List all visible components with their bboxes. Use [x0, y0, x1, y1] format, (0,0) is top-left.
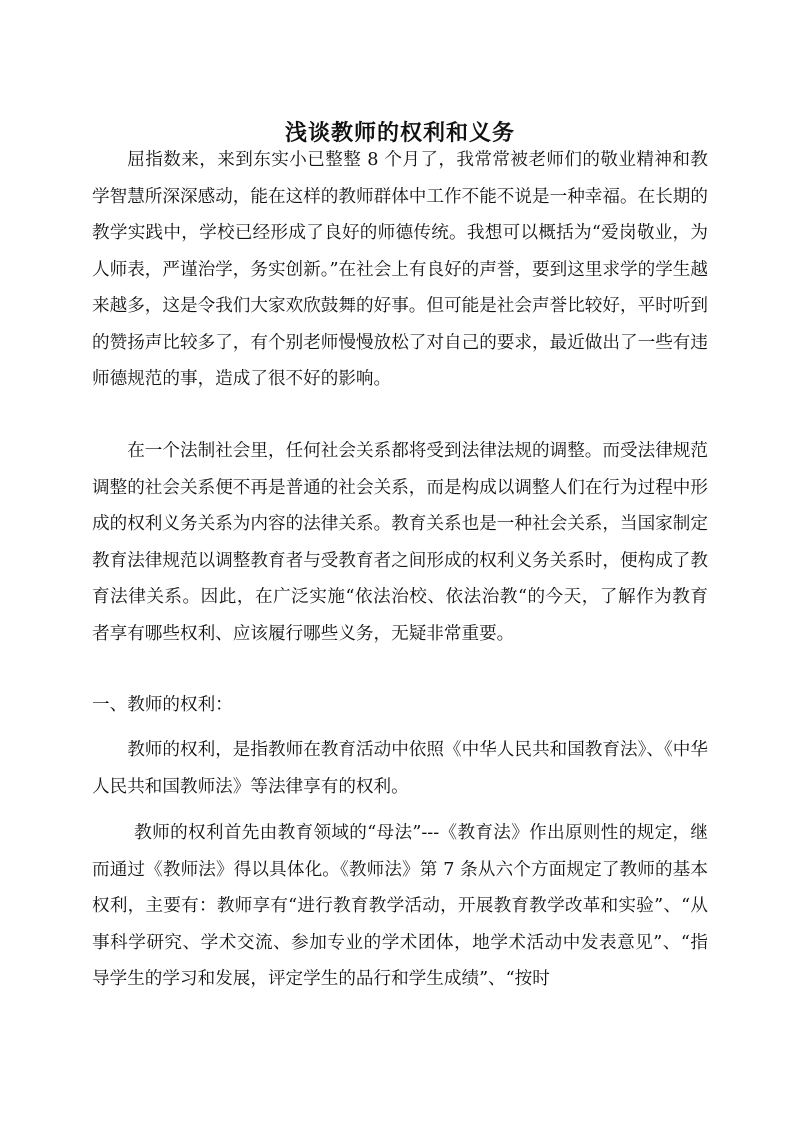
- document-title: 浅谈教师的权利和义务: [284, 119, 515, 146]
- section-heading: 一、教师的权利：: [92, 695, 233, 715]
- rights-definition-paragraph: 教师的权利，是指教师在教育活动中依照《中华人民共和国教育法》、《中华人民共和国教师法》等法律享有的权利。: [92, 740, 708, 797]
- legal-relations-paragraph: 在一个法制社会里，任何社会关系都将受到法律法规的调整。而受法律规范调整的社会关系便不再是普通的社会关系，而是构成以调整人们在行为过程中形成的权利义务关系为内容的法律关系。教育关系也是一种社会关系，当国家制定教育法律规范以调整教育者与受教育者之间形成的权利义务关系时，便构成了教育法律关系。因此，在广泛实施“依法治校、依法治教“的今天，了解作为教育者享有哪些权利、应该履行哪些义务，无疑非常重要。: [92, 441, 708, 644]
- rights-detail-paragraph: 教师的权利首先由教育领域的“母法”---《教育法》作出原则性的规定，继而通过《教师法》得以具体化。《教师法》第 7 条从六个方面规定了教师的基本权利，主要有：教师享有“进行教育教学活动，开展教育教学改革和实验”、“从事科学研究、学术交流、参加专业的学术团体，地学术活动中发表意见”、“指导学生的学习和发展，评定学生的品行和学生成绩”、“按时: [92, 823, 708, 989]
- intro-paragraph: 屈指数来，来到东实小已整整 8 个月了，我常常被老师们的敬业精神和教学智慧所深深感动，能在这样的教师群体中工作不能不说是一种幸福。在长期的教学实践中，学校已经形成了良好的师德传统。我想可以概括为“爱岗敬业，为人师表，严谨治学，务实创新。”在社会上有良好的声誉，要到这里求学的学生越来越多，这是令我们大家欢欣鼓舞的好事。但可能是社会声誉比较好，平时听到的赞扬声比较多了，有个别老师慢慢放松了对自己的要求，最近做出了一些有违师德规范的事，造成了很不好的影响。: [92, 150, 708, 389]
